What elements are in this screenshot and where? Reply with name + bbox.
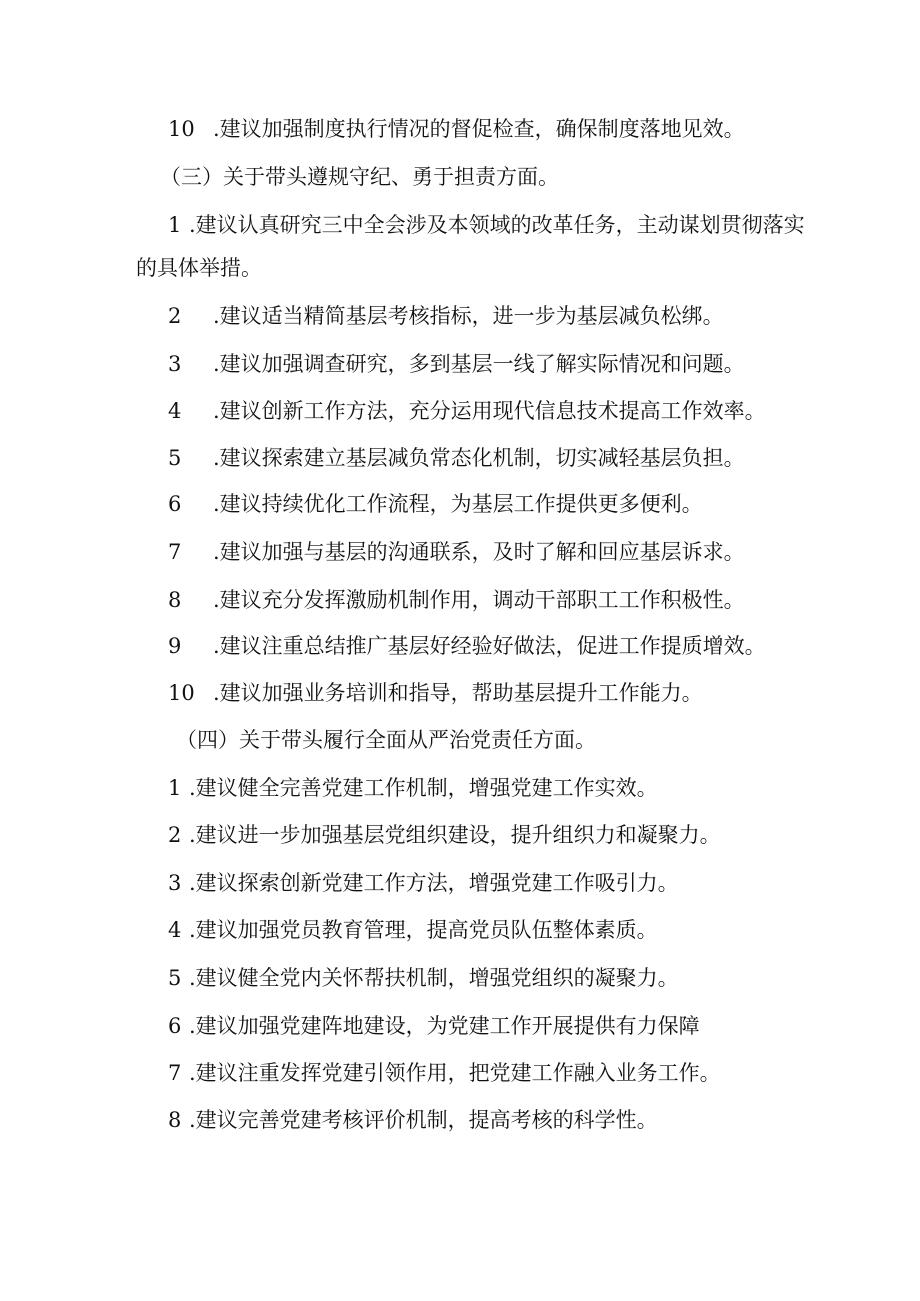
item-number: 8 [168,1108,182,1132]
item-text: .建议探索建立基层减负常态化机制，切实减轻基层负担。 [213,446,745,470]
item-text: .建议完善党建考核评价机制，提高考核的科学性。 [189,1108,658,1132]
item-text: .建议加强党员教育管理，提高党员队伍整体素质。 [189,918,658,942]
item-text: .建议加强调查研究，多到基层一线了解实际情况和问题。 [213,352,745,376]
item-number: 7 [168,540,182,564]
item-text: .建议加强与基层的沟通联系，及时了解和回应基层诉求。 [213,540,745,564]
item-number: 4 [168,918,182,942]
item-text: .建议注重总结推广基层好经验好做法，促进工作提质增效。 [213,634,766,658]
item-text: .建议健全完善党建工作机制，增强党建工作实效。 [189,776,658,800]
item-number: 5 [168,446,182,470]
item-text: .建议进一步加强基层党组织建设，提升组织力和凝聚力。 [189,823,721,847]
item-number: 6 [168,1014,182,1038]
item-number: 3 [168,871,182,895]
item-number: 2 [168,304,182,328]
item-number: 10 [168,117,195,141]
item-number: 1 [168,776,182,800]
item-text: .建议充分发挥激励机制作用，调动干部职工工作积极性。 [213,588,745,612]
item-text: .建议注重发挥党建引领作用，把党建工作融入业务工作。 [189,1061,721,1085]
item-text-continued: 的具体举措。 [136,256,262,280]
item-number: 7 [168,1061,182,1085]
item-text: .建议创新工作方法，充分运用现代信息技术提高工作效率。 [213,399,766,423]
item-number: 4 [168,399,182,423]
item-text: .建议认真研究三中全会涉及本领域的改革任务，主动谋划贯彻落实 [189,213,805,237]
item-number: 10 [168,681,195,705]
item-text: .建议加强制度执行情况的督促检查，确保制度落地见效。 [213,117,745,141]
item-text: .建议加强党建阵地建设，为党建工作开展提供有力保障 [189,1014,700,1038]
item-number: 9 [168,634,182,658]
item-number: 6 [168,492,182,516]
item-text: .建议健全党内关怀帮扶机制，增强党组织的凝聚力。 [189,966,679,990]
heading-text: （四）关于带头履行全面从严治党责任方面。 [176,728,596,752]
item-number: 1 [168,213,182,237]
item-text: .建议持续优化工作流程，为基层工作提供更多便利。 [213,492,703,516]
item-number: 2 [168,823,182,847]
item-text: .建议探索创新党建工作方法，增强党建工作吸引力。 [189,871,679,895]
heading-text: （三）关于带头遵规守纪、勇于担责方面。 [160,165,559,189]
item-text: .建议适当精简基层考核指标，进一步为基层减负松绑。 [213,304,724,328]
item-number: 5 [168,966,182,990]
item-number: 8 [168,588,182,612]
item-text: .建议加强业务培训和指导，帮助基层提升工作能力。 [213,681,703,705]
item-number: 3 [168,352,182,376]
